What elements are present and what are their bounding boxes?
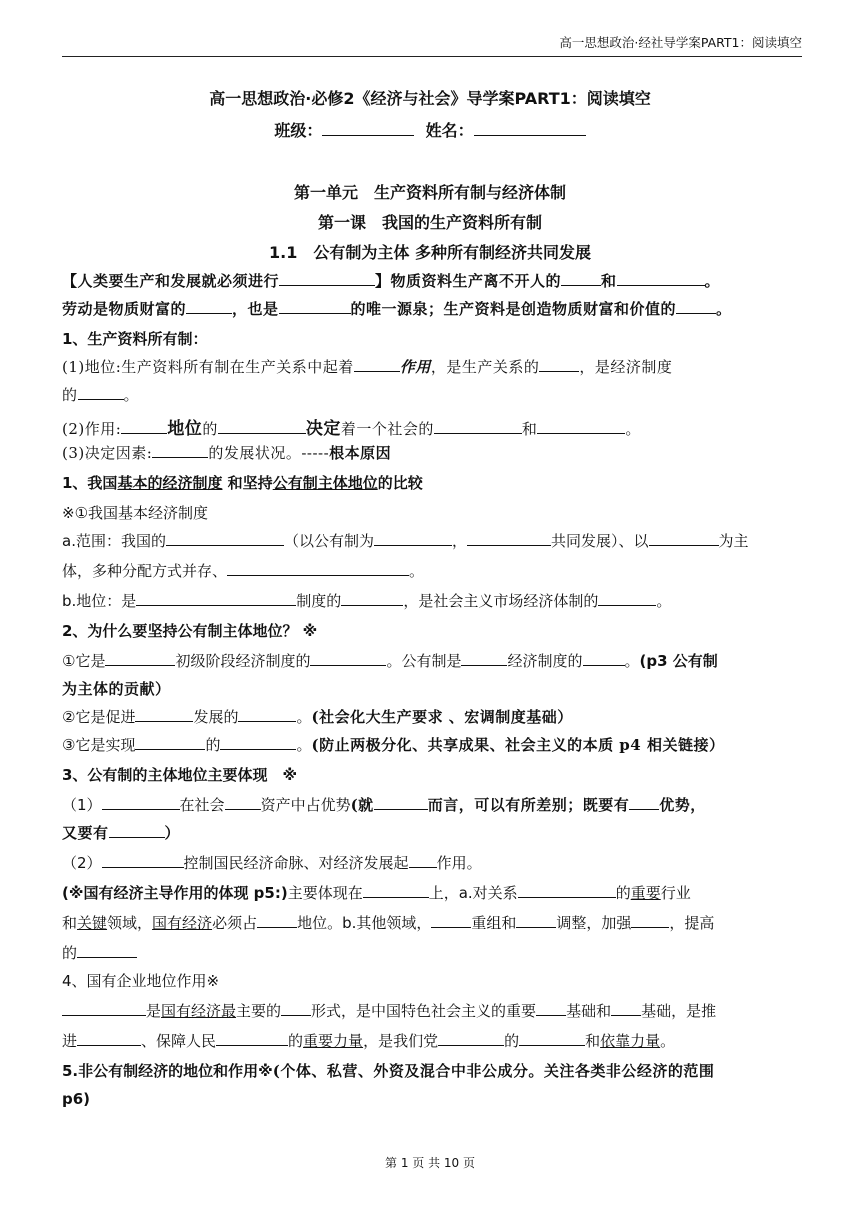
blank[interactable] [281, 1001, 311, 1016]
ownership-role-line: (2)作用: 地位的 决定着一个社会的 和 。 [62, 419, 641, 439]
blank[interactable] [561, 271, 601, 286]
embodiment-line-1b: 又要有 ） [62, 824, 181, 842]
why-heading: 2、为什么要坚持公有制主体地位？ ※ [62, 622, 318, 640]
name-label: 姓名： [425, 121, 474, 140]
soe-heading: 4、国有企业地位作用※ [62, 972, 220, 990]
name-blank[interactable] [474, 121, 586, 136]
ownership-factor-line: (3)决定因素: 的发展状况。-----根本原因 [62, 444, 392, 462]
state-economy-line-2: 和关键领域，国有经济必须占 地位。b.其他领域， 重组和 调整，加强 ，提高 [62, 914, 715, 932]
blank[interactable] [374, 531, 452, 546]
soe-line-1: 是国有经济最主要的 形式，是中国特色社会主义的重要 基础和 基础，是推 [62, 1000, 802, 1021]
page-header: 高一思想政治·经社导学案PART1：阅读填空 [62, 30, 802, 57]
blank[interactable] [102, 795, 180, 810]
blank[interactable] [121, 419, 167, 434]
blank[interactable] [611, 1001, 641, 1016]
blank[interactable] [135, 707, 193, 722]
embodiment-heading: 3、公有制的主体地位主要体现 ※ [62, 766, 298, 784]
non-public-heading: 5.非公有制经济的地位和作用※(个体、私营、外资及混合中非公成分。关注各类非公经济的范围 [62, 1062, 715, 1080]
blank[interactable] [374, 795, 428, 810]
state-economy-line-3: 的 [62, 942, 802, 963]
comparison-heading: 1、我国基本的经济制度 和坚持公有制主体地位的比较 [62, 474, 423, 492]
blank[interactable] [77, 943, 137, 958]
ownership-status-line: (1)地位:生产资料所有制在生产关系中起着 作用，是生产关系的 ，是经济制度 [62, 358, 673, 376]
blank[interactable] [434, 419, 522, 434]
non-public-heading-2: p6) [62, 1090, 91, 1108]
embodiment-line-2: （2） 控制国民经济命脉、对经济发展起 作用。 [62, 854, 482, 872]
class-label: 班级： [274, 121, 323, 140]
lesson-heading: 第一课 我国的生产资料所有制 [317, 213, 542, 232]
blank[interactable] [598, 591, 656, 606]
page-footer: 第 1 页 共 10 页 [385, 1156, 475, 1170]
blank[interactable] [537, 419, 625, 434]
basic-system-heading: ※①我国基本经济制度 [62, 504, 209, 522]
blank[interactable] [102, 853, 184, 868]
blank[interactable] [676, 299, 716, 314]
ownership-heading: 1、生产资料所有制： [62, 330, 208, 348]
blank[interactable] [136, 591, 296, 606]
reason-line-2: ②它是促进 发展的 。(社会化大生产要求 、宏调制度基础） [62, 708, 573, 726]
blank[interactable] [77, 1031, 141, 1046]
section-heading: 1.1 公有制为主体 多种所有制经济共同发展 [269, 243, 591, 262]
blank[interactable] [227, 561, 409, 576]
reason-line-1b: 为主体的贡献） [62, 680, 171, 698]
blank[interactable] [518, 883, 616, 898]
scope-line-2: 体，多种分配方式并存、 。 [62, 562, 425, 580]
blank[interactable] [649, 531, 719, 546]
blank[interactable] [279, 271, 375, 286]
blank[interactable] [62, 1001, 146, 1016]
status-line: b.地位：是 制度的 ，是社会主义市场经济体制的 。 [62, 592, 672, 610]
page-title: 高一思想政治·必修2《经济与社会》导学案PART1：阅读填空 [209, 89, 651, 108]
blank[interactable] [220, 735, 296, 750]
blank[interactable] [467, 531, 551, 546]
blank[interactable] [617, 271, 705, 286]
blank[interactable] [216, 1031, 288, 1046]
blank[interactable] [536, 1001, 566, 1016]
reason-line-1: ①它是 初级阶段经济制度的 。公有制是 经济制度的 。(p3 公有制 [62, 652, 718, 670]
blank[interactable] [257, 913, 297, 928]
blank[interactable] [186, 299, 232, 314]
blank[interactable] [519, 1031, 585, 1046]
blank[interactable] [631, 913, 669, 928]
blank[interactable] [152, 443, 208, 458]
blank[interactable] [438, 1031, 504, 1046]
blank[interactable] [363, 883, 429, 898]
soe-line-2: 进 、保障人民 的重要力量，是我们党 的 和依靠力量。 [62, 1032, 676, 1050]
blank[interactable] [238, 707, 296, 722]
blank[interactable] [354, 357, 400, 372]
state-economy-line-1: (※国有经济主导作用的体现 p5:)主要体现在 上，a.对关系 的重要行业 [62, 884, 691, 902]
blank[interactable] [583, 651, 625, 666]
blank[interactable] [135, 735, 205, 750]
scope-line-1: a.范围：我国的 （以公有制为 ， 共同发展）、以 为主 [62, 532, 749, 550]
blank[interactable] [341, 591, 403, 606]
blank[interactable] [109, 823, 165, 838]
ownership-status-line-2: 的 。 [62, 386, 140, 404]
blank[interactable] [218, 419, 306, 434]
blank[interactable] [225, 795, 261, 810]
blank[interactable] [409, 853, 437, 868]
embodiment-line-1: （1） 在社会 资产中占优势(就 而言，可以有所差别；既要有 优势， [62, 796, 706, 814]
class-name-line [0, 118, 860, 141]
intro-line-2: 劳动是物质财富的 ，也是 的唯一源泉；生产资料是创造物质财富和价值的 。 [62, 300, 732, 318]
blank[interactable] [461, 651, 507, 666]
blank[interactable] [279, 299, 351, 314]
blank[interactable] [166, 531, 284, 546]
intro-line-1: 【人类要生产和发展就必须进行 】物质资料生产离不开人的 和 。 [62, 272, 721, 290]
class-blank[interactable] [322, 121, 414, 136]
blank[interactable] [629, 795, 659, 810]
blank[interactable] [431, 913, 471, 928]
blank[interactable] [105, 651, 175, 666]
blank[interactable] [516, 913, 556, 928]
reason-line-3: ③它是实现 的 。(防止两极分化、共享成果、社会主义的本质 p4 相关链接） [62, 736, 725, 754]
blank[interactable] [539, 357, 579, 372]
blank[interactable] [310, 651, 386, 666]
unit-heading: 第一单元 生产资料所有制与经济体制 [293, 183, 566, 202]
blank[interactable] [78, 385, 124, 400]
